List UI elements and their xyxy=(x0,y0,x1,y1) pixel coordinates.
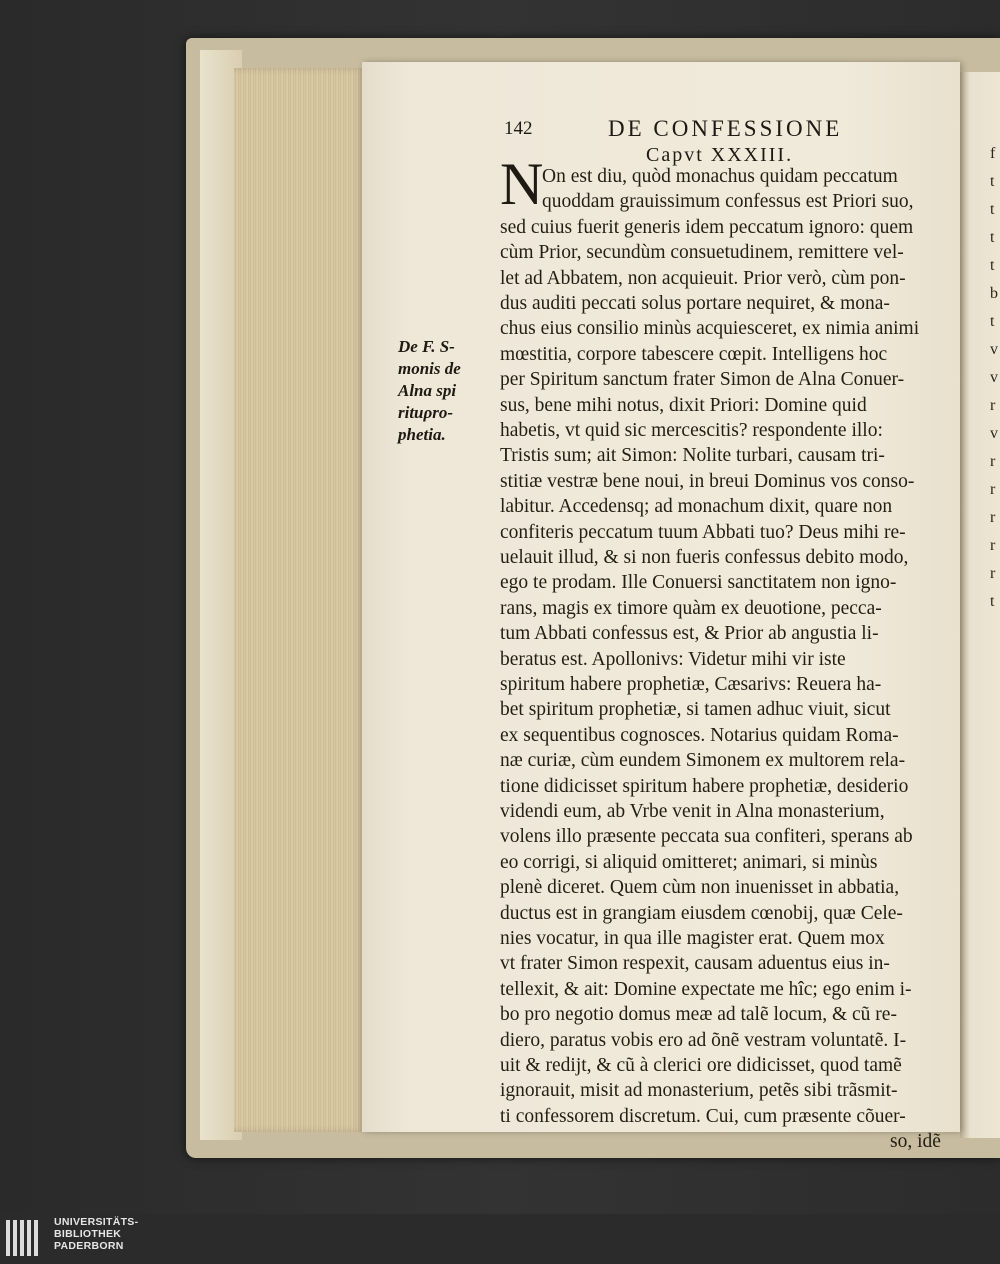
facing-page-letter: r xyxy=(990,537,996,554)
facing-page-letter: t xyxy=(990,173,995,190)
text-line: rans, magis ex timore quàm ex deuotione, pecca- xyxy=(500,597,882,619)
running-head: DE CONFESSIONE xyxy=(608,116,843,141)
text-line: tellexit, & ait: Domine expectate me hîc; ego enim i- xyxy=(500,978,912,1000)
facing-page-text xyxy=(990,140,1000,616)
logo-text-line: UNIVERSITÄTS- xyxy=(54,1216,139,1228)
text-line: Tristis sum; ait Simon: Nolite turbari, causam tri- xyxy=(500,445,885,467)
facing-page-letter: r xyxy=(990,453,996,470)
text-line: dus auditi peccati solus portare nequiret, & mona- xyxy=(500,293,890,314)
text-line: labitur. Accedensq; ad monachum dixit, quare non xyxy=(500,496,893,518)
footer-bar xyxy=(0,1214,1000,1264)
text-line: ductus est in grangiam eiusdem cœnobij, quæ Cele- xyxy=(500,902,903,924)
text-line: spiritum habere prophetiæ, Cæsarivs: Reuera ha- xyxy=(500,674,882,695)
facing-page-letter: v xyxy=(990,425,998,442)
text-line: chus eius consilio minùs acquiesceret, ex nimia animi xyxy=(500,318,920,340)
text-line: ignorauit, misit ad monasterium, petẽs sibi trãsmit- xyxy=(500,1080,898,1102)
book-page xyxy=(362,62,960,1153)
text-line: ex sequentibus cognosces. Notarius quidam Roma- xyxy=(500,724,899,746)
facing-page-letter: t xyxy=(990,313,995,330)
text-line: nies vocatur, in qua ille magister erat. Quem mox xyxy=(500,928,885,949)
text-line: plenè diceret. Quem cùm non inuenisset in abbatia, xyxy=(500,877,900,899)
text-line: cùm Prior, secundùm consuetudinem, remittere vel- xyxy=(500,242,904,264)
logo-text-line: BIBLIOTHEK xyxy=(54,1228,122,1240)
margin-note xyxy=(398,336,490,446)
facing-page-letter: r xyxy=(990,565,996,582)
text-line: quoddam grauissimum confessus est Priori suo, xyxy=(542,191,914,213)
text-line: let ad Abbatem, non acquieuit. Prior verò, cùm pon- xyxy=(500,267,906,289)
text-line: bo pro negotio domus meæ ad talẽ locum, & cũ re- xyxy=(500,1004,897,1026)
page-edges xyxy=(234,68,366,1132)
facing-page-letter: r xyxy=(990,397,996,414)
text-line: ti confessorem discretum. Cui, cum præsente cõuer- xyxy=(500,1105,906,1127)
margin-note-line: rituρro- xyxy=(398,403,454,422)
text-line: vt frater Simon respexit, causam aduentus eius in- xyxy=(500,953,890,975)
facing-page-letter: f xyxy=(990,145,996,162)
text-line: beratus est. Apollonivs: Videtur mihi vir iste xyxy=(500,648,846,670)
logo-text-line: PADERBORN xyxy=(54,1240,124,1252)
text-line: bet spiritum prophetiæ, si tamen adhuc viuit, sicut xyxy=(500,699,891,721)
text-line: confiteris peccatum tuum Abbati tuo? Deus mihi re- xyxy=(500,521,906,543)
facing-page-letter: t xyxy=(990,257,995,274)
library-logo-text xyxy=(54,1216,138,1252)
margin-note-line: phetia. xyxy=(398,425,446,444)
text-line: eo corrigi, si aliquid omitteret; animari, si minùs xyxy=(500,851,878,873)
facing-page-letter: r xyxy=(990,481,996,498)
page-header xyxy=(504,116,960,146)
facing-page-letter: r xyxy=(990,509,996,526)
facing-page-letter: v xyxy=(990,341,998,358)
facing-page-letter: b xyxy=(990,285,998,302)
text-line: On est diu, quòd monachus quidam peccatum xyxy=(542,166,898,187)
facing-page-letter: t xyxy=(990,201,995,218)
text-line: sed cuius fuerit generis idem peccatum ignoro: quem xyxy=(500,216,914,238)
library-logo-icon xyxy=(6,1220,42,1256)
text-line: sus, bene mihi notus, dixit Priori: Domine quid xyxy=(500,394,867,416)
text-line: stitiæ vestræ bene noui, in breui Dominus vos conso- xyxy=(500,470,915,492)
page-number: 142 xyxy=(504,118,533,139)
facing-page-letter: t xyxy=(990,593,995,610)
text-line: so, idẽ xyxy=(890,1131,941,1153)
margin-note-line: Alna spi xyxy=(398,381,457,400)
text-line: ego te prodam. Ille Conuersi sanctitatem non igno- xyxy=(500,572,897,594)
margin-note-line: De F. S- xyxy=(398,337,455,356)
text-line: habetis, vt quid sic mercescitis? respondente illo: xyxy=(500,420,883,441)
margin-note-line: monis de xyxy=(398,359,461,378)
text-line: uelauit illud, & si non fueris confessus debito modo, xyxy=(500,547,909,568)
text-line: tione didicisset spiritum habere prophetiæ, desiderio xyxy=(500,775,909,797)
text-line: videndi eum, ab Vrbe venit in Alna monasterium, xyxy=(500,801,885,822)
text-line: volens illo præsente peccata sua confiteri, sperans ab xyxy=(500,826,913,848)
text-line: mœstitia, corpore tabescere cœpit. Intelligens hoc xyxy=(500,343,888,365)
facing-page-letter: t xyxy=(990,229,995,246)
text-line: tum Abbati confessus est, & Prior ab angustia li- xyxy=(500,623,879,645)
text-line: næ curiæ, cùm eundem Simonem ex multorem rela- xyxy=(500,750,906,772)
text-line: uit & redijt, & cũ à clerici ore didicisset, quod tamẽ xyxy=(500,1055,902,1076)
drop-cap: N xyxy=(500,151,544,217)
text-line: diero, paratus vobis ero ad õnẽ vestram voluntatẽ. I- xyxy=(500,1029,907,1051)
text-line: per Spiritum sanctum frater Simon de Alna Conuer- xyxy=(500,369,905,391)
chapter-heading: Capvt XXXIII. xyxy=(646,144,794,166)
facing-page-letter: v xyxy=(990,369,998,386)
